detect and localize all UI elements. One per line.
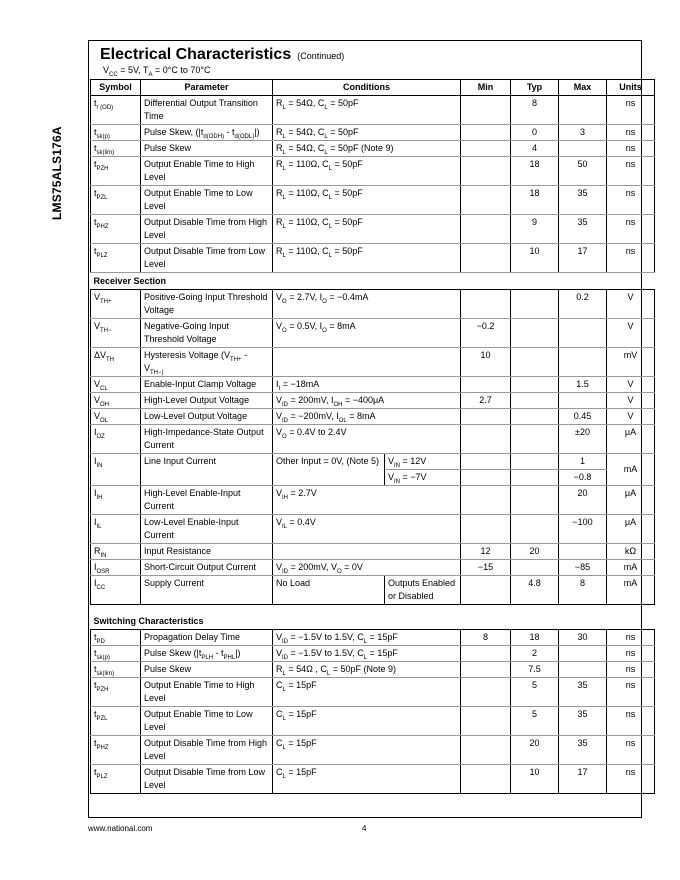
header-symbol: Symbol [91,80,141,96]
cell-parameter: High-Level Output Voltage [141,393,273,409]
table-row [91,707,655,736]
cell-symbol: $t_{PD}$ [91,630,141,646]
cell-conditions: $R_L = 110\Omega$, $C_L = 50pF$ [273,186,461,215]
cell-parameter: Positive-Going Input Threshold Voltage [141,290,273,319]
cell-typ [511,319,559,348]
cell-symbol: $V_{OH}$ [91,393,141,409]
cell-units: V [607,319,655,348]
table-header-row [91,80,655,96]
header-conditions: Conditions [273,80,461,96]
cell-typ [511,425,559,454]
cell-parameter: Low-Level Output Voltage [141,409,273,425]
cell-conditions: $V_O = 0.5V$, $I_O = 8mA$ [273,319,461,348]
spacer-row [91,605,655,614]
cell-min: 12 [461,544,511,560]
cell-units: ns [607,244,655,273]
cell-symbol: $V_{TH-}$ [91,319,141,348]
cell-typ: 20 [511,544,559,560]
cell-units: ns [607,186,655,215]
cell-min [461,290,511,319]
table-row [91,560,655,576]
cell-units: μA [607,486,655,515]
cell-units: μA [607,515,655,544]
cell-conditions: $V_{IH} = 2.7V$ [273,486,461,515]
cell-min [461,678,511,707]
cell-symbol: $I_{OZ}$ [91,425,141,454]
cell-conditions: $I_I = -18mA$ [273,377,461,393]
cell-max: −0.8 [559,470,607,486]
cell-symbol: $t_{PZH}$ [91,157,141,186]
cell-min [461,707,511,736]
cell-parameter: Low-Level Enable-Input Current [141,515,273,544]
table-row [91,290,655,319]
header-parameter: Parameter [141,80,273,96]
cell-max: 35 [559,707,607,736]
cell-min [461,486,511,515]
cell-max: 0.45 [559,409,607,425]
cell-typ: 4 [511,141,559,157]
cell-conditions: No Load [273,576,385,605]
cell-max: 17 [559,244,607,273]
cell-units: ns [607,215,655,244]
cell-max [559,544,607,560]
cell-typ [511,560,559,576]
cell-parameter: Output Enable Time to Low Level [141,707,273,736]
cell-parameter: High-Level Enable-Input Current [141,486,273,515]
cell-max: −100 [559,515,607,544]
cell-typ: 5 [511,707,559,736]
cell-symbol: $V_{OL}$ [91,409,141,425]
cell-min [461,141,511,157]
cell-conditions: $C_L = 15pF$ [273,765,461,794]
cell-symbol: $t_{sk(lim)}$ [91,141,141,157]
cell-parameter: Output Enable Time to High Level [141,157,273,186]
cell-parameter: Line Input Current [141,454,273,486]
part-number-side-label [50,126,70,220]
table-row [91,454,655,470]
cell-min [461,215,511,244]
header-typ: Typ [511,80,559,96]
cell-min [461,765,511,794]
table-row [91,319,655,348]
cell-parameter: Short-Circuit Output Current [141,560,273,576]
cell-condition-sub: $V_{IN} = -7V$ [385,470,461,486]
cell-typ [511,290,559,319]
cell-units: ns [607,736,655,765]
table-row [91,348,655,377]
cell-units: ns [607,646,655,662]
footer-page-number: 4 [362,824,367,833]
table-row [91,141,655,157]
cell-conditions: $C_L = 15pF$ [273,707,461,736]
cell-typ: 5 [511,678,559,707]
header-units: Units [607,80,655,96]
cell-units: ns [607,707,655,736]
cell-conditions: $V_O = 2.7V$, $I_O = -0.4mA$ [273,290,461,319]
cell-conditions: Other Input = 0V, (Note 5) [273,454,385,486]
cell-parameter: Differential Output Transition Time [141,96,273,125]
cell-typ: 4.8 [511,576,559,605]
footer-website: www.national.com [88,824,153,833]
cell-max: 20 [559,486,607,515]
cell-units: mA [607,576,655,605]
cell-symbol: $V_{TH+}$ [91,290,141,319]
test-conditions-subtitle: $V_{CC} = 5V$, $T_A = 0^\circ C$ to 70°C [103,65,211,78]
cell-units: V [607,377,655,393]
cell-min: −0.2 [461,319,511,348]
cell-parameter: High-Impedance-State Output Current [141,425,273,454]
cell-units: ns [607,96,655,125]
cell-symbol: $t_{sk(lim)}$ [91,662,141,678]
cell-parameter: Pulse Skew, $(|t_{d(ODH)} - t_{d(ODL)}|)$ [141,125,273,141]
cell-symbol: $I_{IN}$ [91,454,141,486]
table-row [91,96,655,125]
cell-symbol: $t_{PLZ}$ [91,765,141,794]
cell-conditions: $R_L = 54\Omega$, $C_L = 50pF$ [273,96,461,125]
cell-max [559,348,607,377]
cell-units: ns [607,141,655,157]
cell-conditions: $R_L = 110\Omega$, $C_L = 50pF$ [273,157,461,186]
cell-typ: 20 [511,736,559,765]
cell-typ [511,348,559,377]
cell-conditions: $V_{ID} = -1.5V$ to 1.5V, $C_L = 15pF$ [273,646,461,662]
cell-parameter: Output Disable Time from High Level [141,215,273,244]
cell-min: 10 [461,348,511,377]
section-header-row [91,613,655,630]
cell-max: ±20 [559,425,607,454]
cell-max: 0.2 [559,290,607,319]
table-row [91,678,655,707]
cell-parameter: Hysteresis Voltage ($V_{TH+} - V_{TH-)}$ [141,348,273,377]
cell-symbol: $I_{CC}$ [91,576,141,605]
cell-min [461,157,511,186]
table-row [91,393,655,409]
cell-symbol: $I_{IL}$ [91,515,141,544]
cell-parameter: Output Enable Time to High Level [141,678,273,707]
cell-parameter: Pulse Skew [141,141,273,157]
cell-conditions: $R_L = 54\Omega$ , $C_L = 50pF$ (Note 9) [273,662,461,678]
table-row [91,377,655,393]
title-text: Electrical Characteristics [100,46,292,63]
table-row [91,646,655,662]
table-row [91,544,655,560]
table-row [91,765,655,794]
spacer-cell [91,605,655,614]
cell-max: 35 [559,736,607,765]
table-row [91,425,655,454]
cell-symbol: $t_{PZL}$ [91,707,141,736]
cell-max [559,393,607,409]
table-row [91,409,655,425]
cell-max [559,662,607,678]
cell-typ [511,393,559,409]
cell-condition-sub: $V_{IN} = 12V$ [385,454,461,470]
cell-min [461,662,511,678]
table-row [91,215,655,244]
cell-conditions: $C_L = 15pF$ [273,678,461,707]
cell-max: 17 [559,765,607,794]
cell-min [461,736,511,765]
cell-units: mA [607,560,655,576]
cell-min: 2.7 [461,393,511,409]
cell-max: 1.5 [559,377,607,393]
cell-parameter: Output Disable Time from Low Level [141,244,273,273]
cell-min [461,96,511,125]
section-title [100,46,344,64]
cell-min [461,409,511,425]
cell-parameter: Pulse Skew $(|t_{PLH} - t_{PHL}|)$ [141,646,273,662]
cell-symbol: $t_{PHZ}$ [91,215,141,244]
cell-max: 1 [559,454,607,470]
cell-typ: 18 [511,630,559,646]
header-max: Max [559,80,607,96]
cell-symbol: $t_{PHZ}$ [91,736,141,765]
section-label: Switching Characteristics [91,613,655,630]
section-label: Receiver Section [91,273,655,290]
cell-conditions: $R_L = 54\Omega$, $C_L = 50pF$ (Note 9) [273,141,461,157]
cell-conditions: $V_O = 0.4V$ to 2.4V [273,425,461,454]
cell-conditions: $R_L = 110\Omega$, $C_L = 50pF$ [273,244,461,273]
cell-min [461,470,511,486]
cell-max [559,96,607,125]
cell-max: 35 [559,678,607,707]
cell-typ [511,470,559,486]
cell-symbol: $t_{PZH}$ [91,678,141,707]
cell-min: 8 [461,630,511,646]
cell-units: μA [607,425,655,454]
cell-min [461,186,511,215]
cell-max [559,646,607,662]
cell-symbol: $R_{IN}$ [91,544,141,560]
cell-min [461,125,511,141]
cell-parameter: Propagation Delay Time [141,630,273,646]
cell-typ [511,409,559,425]
cell-symbol: $V_{CL}$ [91,377,141,393]
cell-max: 30 [559,630,607,646]
cell-units: V [607,393,655,409]
cell-typ: 2 [511,646,559,662]
table-row [91,736,655,765]
cell-units: mV [607,348,655,377]
cell-symbol: $I_{IH}$ [91,486,141,515]
cell-units: ns [607,630,655,646]
cell-max: −85 [559,560,607,576]
electrical-characteristics-table [90,79,655,794]
title-continued: (Continued) [297,51,345,61]
cell-units: ns [607,662,655,678]
cell-typ [511,377,559,393]
cell-parameter: Negative-Going Input Threshold Voltage [141,319,273,348]
cell-max [559,319,607,348]
table-row [91,630,655,646]
cell-min [461,576,511,605]
cell-parameter: Input Resistance [141,544,273,560]
cell-typ [511,454,559,470]
cell-typ: 7.5 [511,662,559,678]
cell-symbol: $t_{sk(p)}$ [91,646,141,662]
cell-typ: 18 [511,157,559,186]
cell-units: ns [607,765,655,794]
cell-symbol: $t_{r (OD)}$ [91,96,141,125]
table-row [91,186,655,215]
cell-conditions: $C_L = 15pF$ [273,736,461,765]
cell-parameter: Output Disable Time from Low Level [141,765,273,794]
section-header-row [91,273,655,290]
table-row [91,486,655,515]
cell-max: 35 [559,186,607,215]
cell-min [461,454,511,470]
cell-parameter: Enable-Input Clamp Voltage [141,377,273,393]
cell-typ: 8 [511,96,559,125]
table-body [91,96,655,794]
cell-parameter: Output Enable Time to Low Level [141,186,273,215]
cell-max: 8 [559,576,607,605]
cell-conditions: $V_{ID} = -200mV$, $I_{OL} = 8mA$ [273,409,461,425]
cell-conditions: $V_{ID} = 200mV$, $V_O = 0V$ [273,560,461,576]
cell-max [559,141,607,157]
cell-conditions: $V_{ID} = -1.5V$ to 1.5V, $C_L = 15pF$ [273,630,461,646]
cell-parameter: Pulse Skew [141,662,273,678]
cell-min: −15 [461,560,511,576]
part-number-text: LMS75ALS176A [50,126,64,220]
cell-units: ns [607,678,655,707]
cell-typ [511,486,559,515]
cell-units: ns [607,157,655,186]
cell-min [461,244,511,273]
cell-units: mA [607,454,655,486]
cell-typ [511,515,559,544]
cell-symbol: $I_{OSR}$ [91,560,141,576]
cell-typ: 18 [511,186,559,215]
cell-symbol: $t_{PZL}$ [91,186,141,215]
cell-symbol: $t_{sk(p)}$ [91,125,141,141]
cell-condition-sub: Outputs Enabled or Disabled [385,576,461,605]
cell-conditions: $R_L = 54\Omega$, $C_L = 50pF$ [273,125,461,141]
table-row [91,576,655,605]
cell-typ: 10 [511,244,559,273]
table-row [91,515,655,544]
cell-typ: 0 [511,125,559,141]
cell-max: 3 [559,125,607,141]
table-row [91,157,655,186]
table-row [91,125,655,141]
cell-units: kΩ [607,544,655,560]
cell-typ: 9 [511,215,559,244]
cell-min [461,377,511,393]
cell-min [461,425,511,454]
header-min: Min [461,80,511,96]
cell-typ: 10 [511,765,559,794]
cell-max: 35 [559,215,607,244]
cell-min [461,646,511,662]
cell-conditions: $R_L = 110\Omega$, $C_L = 50pF$ [273,215,461,244]
cell-conditions [273,348,461,377]
cell-units: V [607,290,655,319]
cell-parameter: Output Disable Time from High Level [141,736,273,765]
cell-symbol: $\Delta V_{TH}$ [91,348,141,377]
cell-units: V [607,409,655,425]
cell-conditions: $V_{IL} = 0.4V$ [273,515,461,544]
cell-units: ns [607,125,655,141]
cell-parameter: Supply Current [141,576,273,605]
table-row [91,662,655,678]
cell-symbol: $t_{PLZ}$ [91,244,141,273]
cell-conditions [273,544,461,560]
table-row [91,244,655,273]
cell-max: 50 [559,157,607,186]
cell-min [461,515,511,544]
cell-conditions: $V_{ID} = 200mV$, $I_{OH} = -400\mu A$ [273,393,461,409]
